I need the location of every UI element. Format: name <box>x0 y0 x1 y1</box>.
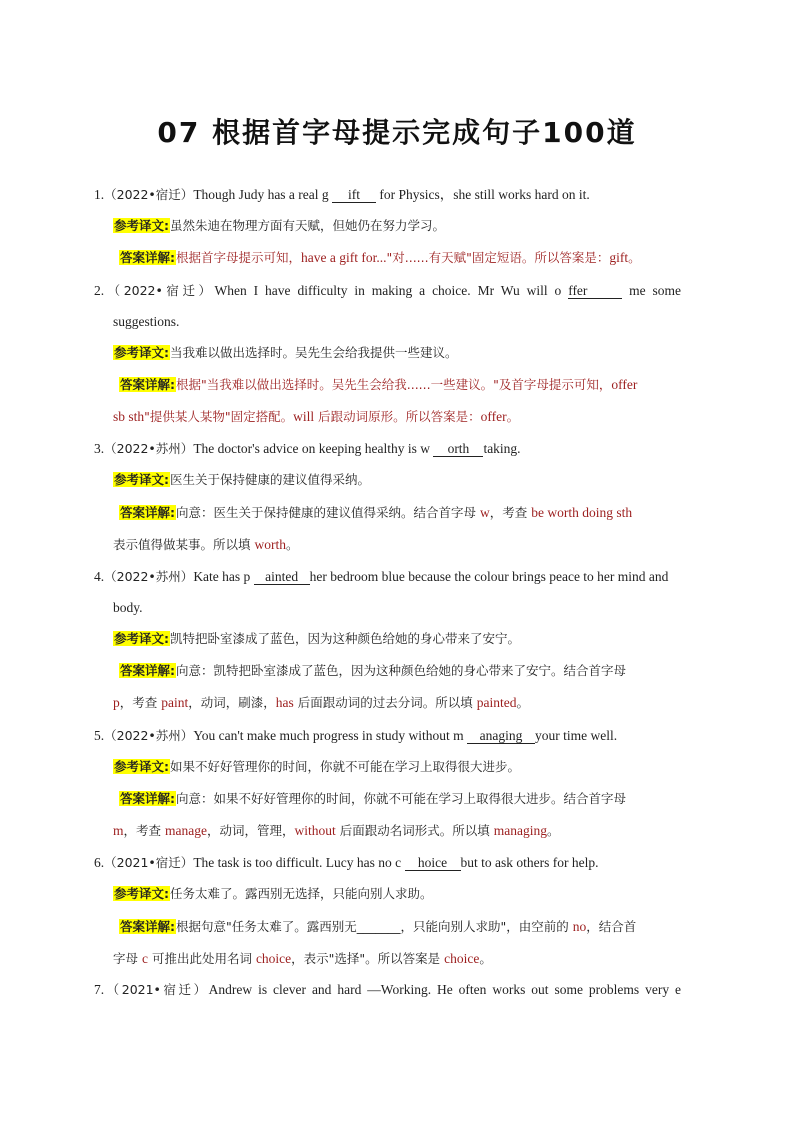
explanation-label: 答案详解: <box>120 663 175 678</box>
translation-label: 参考译文: <box>114 218 169 233</box>
question-2: 2.（2022•宿迁）When I have difficulty in making a choice. Mr Wu will o ffer me some <box>94 283 682 298</box>
explanation-3: 答案详解:向意：医生关于保持健康的建议值得采纳。结合首字母 w，考查 be worth doing sth <box>120 505 633 520</box>
explanation-5: 答案详解:向意：如果不好好管理你的时间，你就不可能在学习上取得很大进步。结合首字母 <box>120 791 627 806</box>
answer-blank: ainted <box>254 569 310 585</box>
translation-6: 参考译文:任务太难了。露西别无选择，只能向别人求助。 <box>114 886 433 901</box>
translation-label: 参考译文: <box>114 631 169 646</box>
translation-label: 参考译文: <box>114 345 169 360</box>
explanation-1: 答案详解:根据首字母提示可知，have a gift for..."对......有天赋"固定短语。所以答案是：gift。 <box>120 250 641 265</box>
answer-blank: anaging <box>467 728 535 744</box>
explanation-2: 答案详解:根据"当我难以做出选择时。吴先生会给我......一些建议。"及首字母提示可知，offer <box>120 377 638 392</box>
explanation-label: 答案详解: <box>120 791 175 806</box>
translation-5: 参考译文:如果不好好管理你的时间，你就不可能在学习上取得很大进步。 <box>114 759 521 774</box>
question-3: 3.（2022•苏州）The doctor's advice on keeping healthy is w orth taking. <box>94 441 521 456</box>
explanation-label: 答案详解: <box>120 250 175 265</box>
page-title: 07 根据首字母提示完成句子100道 <box>157 116 637 149</box>
answer-blank: ffer <box>568 283 622 299</box>
question-2-continued: suggestions. <box>113 314 180 329</box>
question-5: 5.（2022•苏州）You can't make much progress in study without m anaging your time well. <box>94 728 618 743</box>
question-6: 6.（2021•宿迁）The task is too difficult. Lucy has no c hoice but to ask others for help. <box>94 855 599 870</box>
explanation-6-continued: 字母 c 可推出此处用名词 choice，表示"选择"。所以答案是 choice。 <box>113 951 492 966</box>
question-7: 7.（2021•宿迁）Andrew is clever and hard —Working. He often works out some problems very e <box>94 982 681 997</box>
explanation-4-continued: p，考查 paint，动词，刷漆，has 后面跟动词的过去分词。所以填 painted。 <box>113 695 529 710</box>
translation-3: 参考译文:医生关于保持健康的建议值得采纳。 <box>114 472 371 487</box>
answer-blank: hoice <box>405 855 461 871</box>
explanation-label: 答案详解: <box>120 505 175 520</box>
explanation-3-continued: 表示值得做某事。所以填 worth。 <box>113 537 299 552</box>
explanation-label: 答案详解: <box>120 377 175 392</box>
translation-2: 参考译文:当我难以做出选择时。吴先生会给我提供一些建议。 <box>114 345 458 360</box>
answer-blank: orth <box>433 441 483 457</box>
question-1: 1.（2022•宿迁）Though Judy has a real g ift for Physics，she still works hard on it. <box>94 187 590 202</box>
translation-label: 参考译文: <box>114 759 169 774</box>
explanation-label: 答案详解: <box>120 919 175 934</box>
translation-1: 参考译文:虽然朱迪在物理方面有天赋，但她仍在努力学习。 <box>114 218 446 233</box>
translation-4: 参考译文:凯特把卧室漆成了蓝色，因为这种颜色给她的身心带来了安宁。 <box>114 631 521 646</box>
question-4-continued: body. <box>113 600 143 615</box>
explanation-4: 答案详解:向意：凯特把卧室漆成了蓝色，因为这种颜色给她的身心带来了安宁。结合首字母 <box>120 663 627 678</box>
question-4: 4.（2022•苏州）Kate has p ainted her bedroom blue because the colour brings peace to her mind and <box>94 569 669 584</box>
explanation-6: 答案详解:根据句意"任务太难了。露西别无_______，只能向别人求助"，由空前的 no，结合首 <box>120 919 637 934</box>
explanation-2-continued: sb sth"提供某人某物"固定搭配。will 后跟动词原形。所以答案是：offer。 <box>113 409 520 424</box>
explanation-5-continued: m，考查 manage，动词，管理，without 后面跟动名词形式。所以填 managing。 <box>113 823 560 838</box>
translation-label: 参考译文: <box>114 472 169 487</box>
answer-blank: ift <box>332 187 376 203</box>
translation-label: 参考译文: <box>114 886 169 901</box>
